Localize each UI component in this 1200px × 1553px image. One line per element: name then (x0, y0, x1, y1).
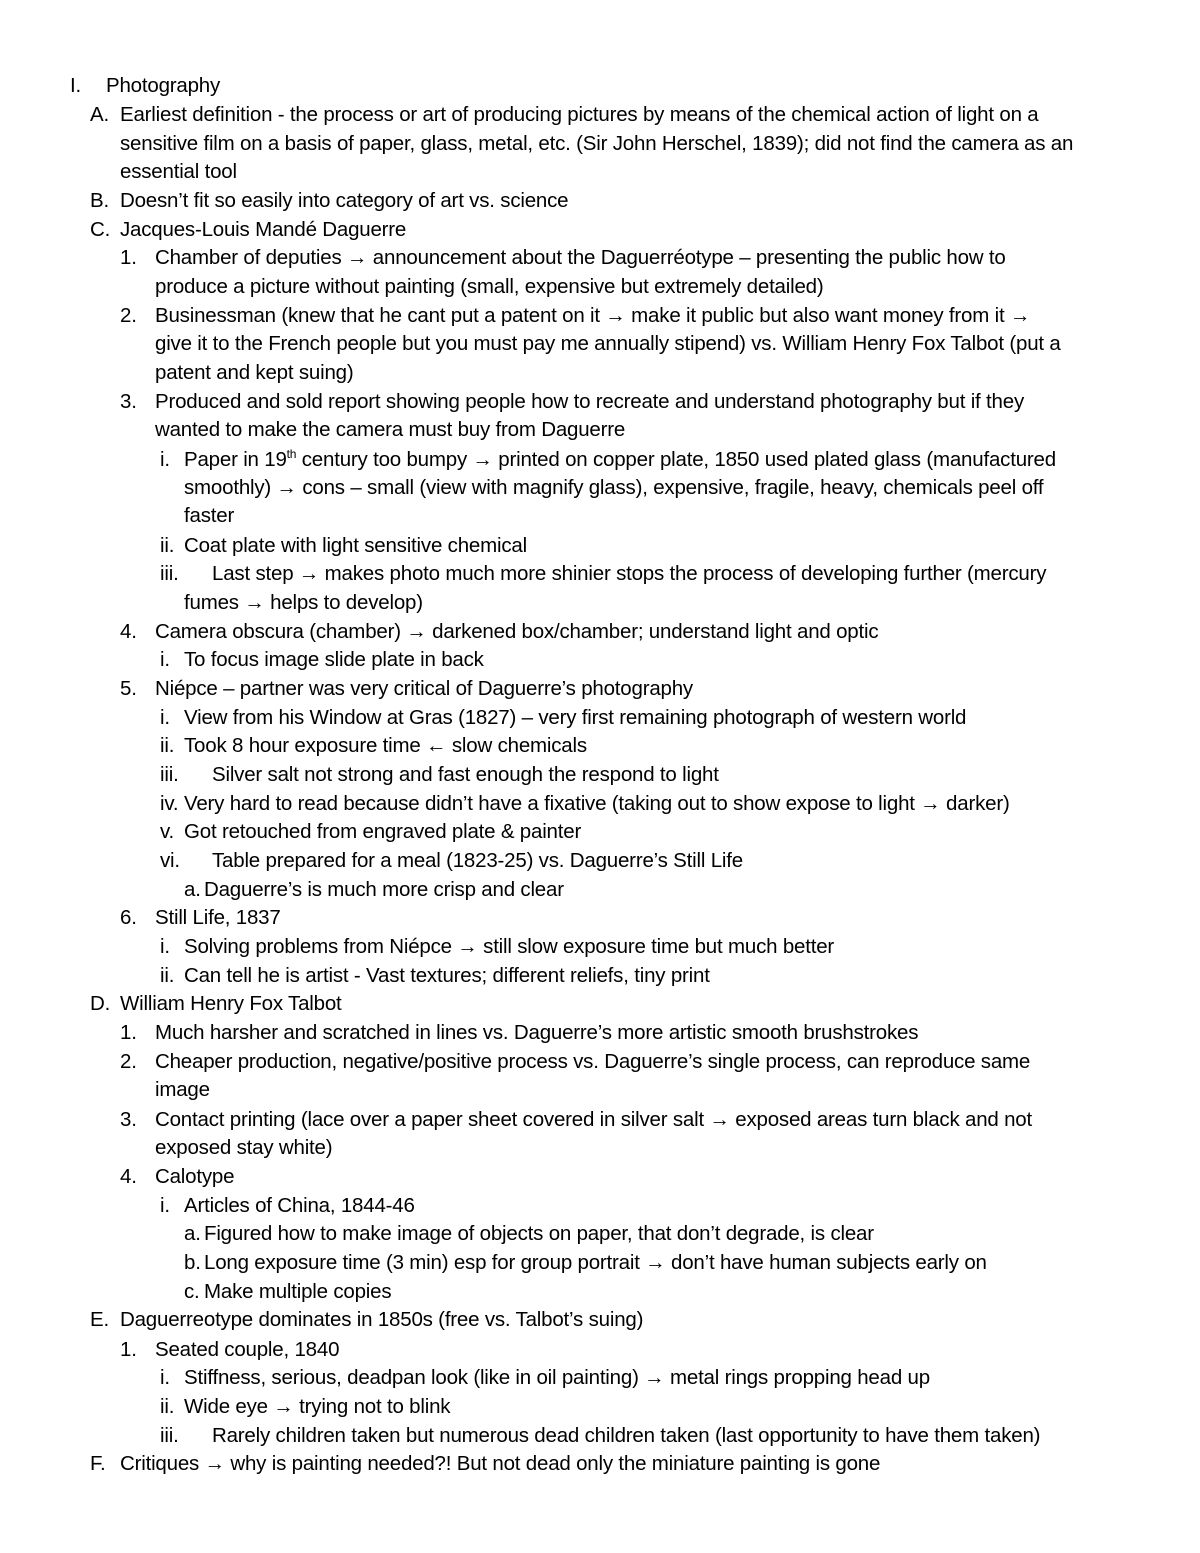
outline-number: i. (160, 935, 170, 958)
outline-number: B. (90, 189, 109, 212)
outline-text: Jacques-Louis Mandé Daguerre (120, 218, 407, 241)
outline-text: Rarely children taken but numerous dead children taken (last opportunity to have them taken) (212, 1424, 1041, 1447)
outline-heading: Photography (106, 74, 221, 97)
outline-number: c. (184, 1280, 200, 1303)
outline-number: 3. (120, 1108, 137, 1131)
outline-number: D. (90, 992, 111, 1015)
outline-number: 1. (120, 246, 137, 269)
outline-number: I. (70, 74, 81, 97)
outline-text: Can tell he is artist - Vast textures; different reliefs, tiny print (184, 964, 710, 987)
outline-text: Articles of China, 1844-46 (184, 1194, 415, 1217)
outline-number: i. (160, 448, 170, 471)
outline-number: E. (90, 1308, 109, 1331)
outline-text: Solving problems from Niépce → still slow exposure time but much better (184, 935, 835, 958)
outline-text: Earliest definition - the process or art of producing pictures by means of the chemical action of light on a (120, 103, 1039, 126)
outline-text: Wide eye → trying not to blink (184, 1395, 451, 1418)
outline-number: ii. (160, 534, 175, 557)
outline-number: 1. (120, 1338, 137, 1361)
outline-text: Stiffness, serious, deadpan look (like in oil painting) → metal rings propping head up (184, 1366, 930, 1389)
outline-text: exposed stay white) (155, 1136, 333, 1159)
outline-text: Last step → makes photo much more shinier stops the process of developing further (mercury (212, 562, 1047, 585)
outline-text: Took 8 hour exposure time ← slow chemicals (184, 734, 587, 757)
outline-text: faster (184, 504, 235, 527)
outline-text: Calotype (155, 1165, 235, 1188)
outline-text: Very hard to read because didn’t have a fixative (taking out to show expose to light → darker) (184, 792, 1010, 815)
outline-number: ii. (160, 1395, 175, 1418)
outline-number: iii. (160, 562, 179, 585)
outline-number: ii. (160, 734, 175, 757)
outline-number: 4. (120, 620, 137, 643)
outline-text: Figured how to make image of objects on paper, that don’t degrade, is clear (204, 1222, 874, 1245)
outline-number: i. (160, 1366, 170, 1389)
outline-text: Doesn’t fit so easily into category of art vs. science (120, 189, 569, 212)
outline-number: iv. (160, 792, 179, 815)
outline-number: 5. (120, 677, 137, 700)
outline-number: 2. (120, 304, 137, 327)
outline-text: give it to the French people but you must pay me annually stipend) vs. William Henry Fox Talbot (put a (155, 332, 1061, 355)
outline-number: b. (184, 1251, 201, 1274)
outline-text: image (155, 1078, 210, 1101)
outline-number: i. (160, 706, 170, 729)
outline-text: To focus image slide plate in back (184, 648, 484, 671)
outline-text: Seated couple, 1840 (155, 1338, 340, 1361)
outline-text: sensitive film on a basis of paper, glass, metal, etc. (Sir John Herschel, 1839); did not find the camera as an (120, 132, 1074, 155)
outline-text: Much harsher and scratched in lines vs. Daguerre’s more artistic smooth brushstrokes (155, 1021, 919, 1044)
outline-number: F. (90, 1452, 106, 1475)
outline-number: i. (160, 648, 170, 671)
outline-number: v. (160, 820, 175, 843)
outline-number: ii. (160, 964, 175, 987)
outline-number: 6. (120, 906, 137, 929)
outline-number: i. (160, 1194, 170, 1217)
outline-number: vi. (160, 849, 180, 872)
outline-text: produce a picture without painting (small, expensive but extremely detailed) (155, 275, 824, 298)
outline-number: iii. (160, 1424, 179, 1447)
outline-number: 2. (120, 1050, 137, 1073)
outline-number: C. (90, 218, 111, 241)
outline-text: Still Life, 1837 (155, 906, 281, 929)
outline-number: A. (90, 103, 109, 126)
outline-text: Long exposure time (3 min) esp for group portrait → don’t have human subjects early on (204, 1251, 987, 1274)
outline-text: Businessman (knew that he cant put a patent on it → make it public but also want money from it → (155, 304, 1031, 327)
outline-number: 1. (120, 1021, 137, 1044)
outline-text: View from his Window at Gras (1827) – very first remaining photograph of western world (184, 706, 967, 729)
outline-number: iii. (160, 763, 179, 786)
outline-number: 4. (120, 1165, 137, 1188)
outline-text: Daguerre’s is much more crisp and clear (204, 878, 564, 901)
outline-text: Produced and sold report showing people how to recreate and understand photography but if they (155, 390, 1024, 413)
outline-number: 3. (120, 390, 137, 413)
outline-text: Coat plate with light sensitive chemical (184, 534, 527, 557)
outline-text: Table prepared for a meal (1823-25) vs. Daguerre’s Still Life (212, 849, 743, 872)
outline-text: Chamber of deputies → announcement about the Daguerréotype – presenting the public how to (155, 246, 1006, 269)
outline-text: Daguerreotype dominates in 1850s (free vs. Talbot’s suing) (120, 1308, 644, 1331)
outline-text-part: century too bumpy → printed on copper plate, 1850 used plated glass (manufactured (296, 448, 1056, 471)
outline-text (184, 446, 1056, 474)
outline-text: Critiques → why is painting needed?! But not dead only the miniature painting is gone (120, 1452, 881, 1475)
outline-text: smoothly) → cons – small (view with magnify glass), expensive, fragile, heavy, chemicals peel off (184, 476, 1044, 499)
outline-text: fumes → helps to develop) (184, 591, 423, 614)
outline-text: essential tool (120, 160, 237, 183)
outline-text: Got retouched from engraved plate & painter (184, 820, 582, 843)
outline-text-part: Paper in 19 (184, 448, 287, 471)
outline-text: wanted to make the camera must buy from Daguerre (155, 418, 626, 441)
outline-text: Silver salt not strong and fast enough the respond to light (212, 763, 719, 786)
outline-text: Contact printing (lace over a paper sheet covered in silver salt → exposed areas turn black and not (155, 1108, 1032, 1131)
outline-text: Make multiple copies (204, 1280, 392, 1303)
outline-text: Niépce – partner was very critical of Daguerre’s photography (155, 677, 693, 700)
outline-text: William Henry Fox Talbot (120, 992, 342, 1015)
superscript: th (286, 447, 297, 461)
outline-number: a. (184, 878, 201, 901)
outline-text: Camera obscura (chamber) → darkened box/chamber; understand light and optic (155, 620, 879, 643)
outline-number: a. (184, 1222, 201, 1245)
outline-text: patent and kept suing) (155, 361, 354, 384)
outline-text: Cheaper production, negative/positive process vs. Daguerre’s single process, can reproduce same (155, 1050, 1031, 1073)
